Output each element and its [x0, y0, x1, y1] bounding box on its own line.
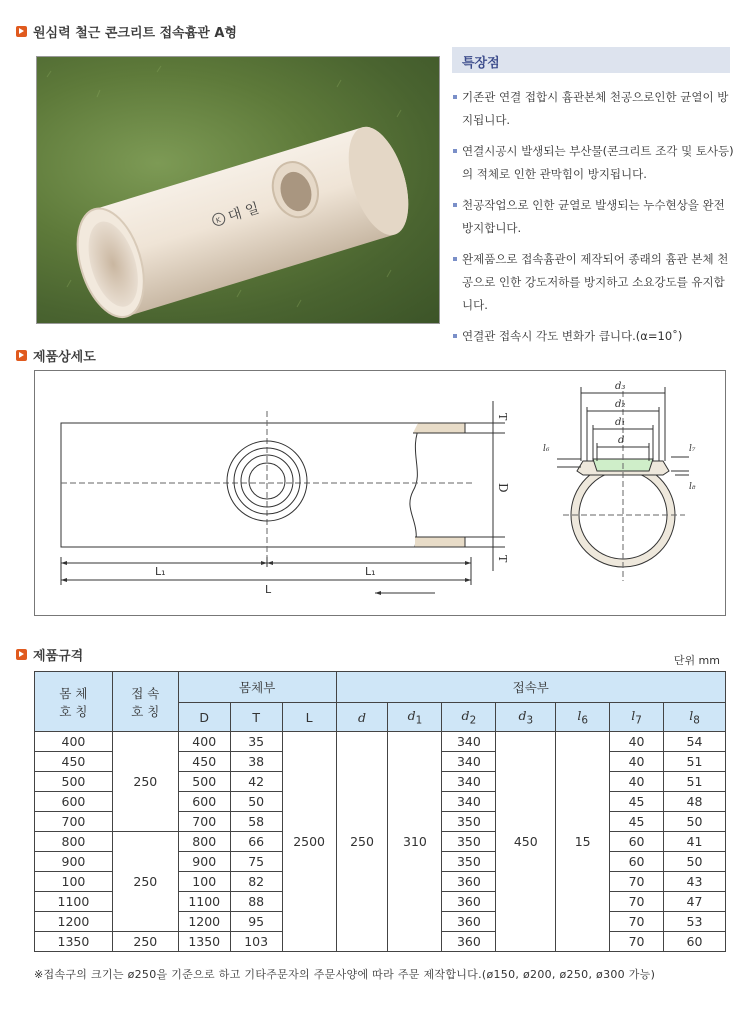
header-d3: $d_3$	[496, 703, 556, 732]
header-d: d	[336, 703, 388, 732]
table-row: 900 900 75 350 60 50	[35, 852, 726, 872]
table-row: 800 250 800 66 350 60 41	[35, 832, 726, 852]
dim-label-l: L	[265, 583, 272, 596]
logo-mark: K	[214, 215, 222, 225]
dim-label-t-top: T	[496, 413, 509, 421]
merged-d1: 310	[388, 732, 442, 952]
technical-drawing	[34, 370, 726, 616]
table-row: 1350 250 1350 103 360 70 60	[35, 932, 726, 952]
feature-item: 완제품으로 접속흄관이 제작되어 종래의 흄관 본체 천공으로 인한 강도저하를 방지하고 소요강도를 유지합니다.	[452, 248, 734, 317]
table-row: 600 600 50 340 45 48	[35, 792, 726, 812]
arrow-bullet-icon	[16, 26, 27, 37]
dim-label-d: d	[618, 435, 625, 446]
header-d2: $d_2$	[442, 703, 496, 732]
features-list	[452, 86, 734, 348]
dim-label-l1-left: L₁	[155, 565, 166, 578]
feature-item: 기존관 연결 접합시 흄관본체 천공으로인한 균열이 방지됩니다.	[452, 86, 734, 132]
table-row: 1200 1200 95 360 70 53	[35, 912, 726, 932]
merged-conn-b: 250	[112, 832, 178, 932]
merged-l: 2500	[282, 732, 336, 952]
table-row: 500 500 42 340 40 51	[35, 772, 726, 792]
header-t: T	[230, 703, 282, 732]
header-body-no: 몸 체 호 칭	[35, 672, 113, 732]
section-title-product: 원심력 철근 콘크리트 접속흄관 A형	[16, 22, 237, 41]
header-l8: $l_8$	[664, 703, 726, 732]
feature-item: 천공작업으로 인한 균열로 발생되는 누수현상을 완전 방지합니다.	[452, 194, 734, 240]
arrow-bullet-icon	[16, 350, 27, 361]
merged-d3: 450	[496, 732, 556, 952]
dim-label-d1: d₁	[615, 417, 626, 428]
features-heading: 특장점	[452, 47, 730, 73]
header-conn-no: 접 속 호 칭	[112, 672, 178, 732]
table-row: 400 250 400 35 2500 250 310 340 450 15 40 54	[35, 732, 726, 752]
merged-d: 250	[336, 732, 388, 952]
table-row: 100 100 82 360 70 43	[35, 872, 726, 892]
feature-item: 연결시공시 발생되는 부산물(콘크리트 조각 및 토사등)의 적체로 인한 관막힘이 방지됩니다.	[452, 140, 734, 186]
footnote: ※접속구의 크기는 ø250을 기준으로 하고 기타주문자의 주문사양에 따라 주문 제작합니다.(ø150, ø200, ø250, ø300 가능)	[34, 968, 656, 981]
section-title-spec: 제품규격	[16, 645, 83, 664]
header-d1: $d_1$	[388, 703, 442, 732]
header-d-big: D	[178, 703, 230, 732]
product-photo	[36, 56, 440, 324]
merged-conn-a: 250	[112, 732, 178, 832]
table-row: 450 450 38 340 40 51	[35, 752, 726, 772]
dim-label-l1-right: L₁	[365, 565, 376, 578]
header-conn-group: 접속부	[336, 672, 725, 703]
arrow-bullet-icon	[16, 649, 27, 660]
dim-label-t-bot: T	[496, 555, 509, 563]
dim-label-d3: d₃	[615, 381, 626, 392]
header-l: L	[282, 703, 336, 732]
header-body-group: 몸체부	[178, 672, 336, 703]
dim-label-d2: d₂	[615, 399, 626, 410]
feature-item: 연결관 접속시 각도 변화가 큽니다.(α=10˚)	[452, 325, 734, 348]
unit-label: 단위 mm	[673, 654, 720, 667]
dim-label-d-big: D	[496, 483, 510, 493]
merged-conn-c: 250	[112, 932, 178, 952]
dim-label-l8: l₈	[689, 482, 696, 492]
header-l6: $l_6$	[556, 703, 610, 732]
merged-l6: 15	[556, 732, 610, 952]
pipe-marking: 대 일	[226, 200, 262, 226]
table-row: 700 700 58 350 45 50	[35, 812, 726, 832]
table-row: 1100 1100 88 360 70 47	[35, 892, 726, 912]
dim-label-l7: l₇	[689, 444, 696, 454]
header-l7: $l_7$	[610, 703, 664, 732]
section-title-detail: 제품상세도	[16, 346, 96, 365]
dim-label-l6: l₆	[543, 444, 550, 454]
spec-table	[34, 671, 726, 952]
